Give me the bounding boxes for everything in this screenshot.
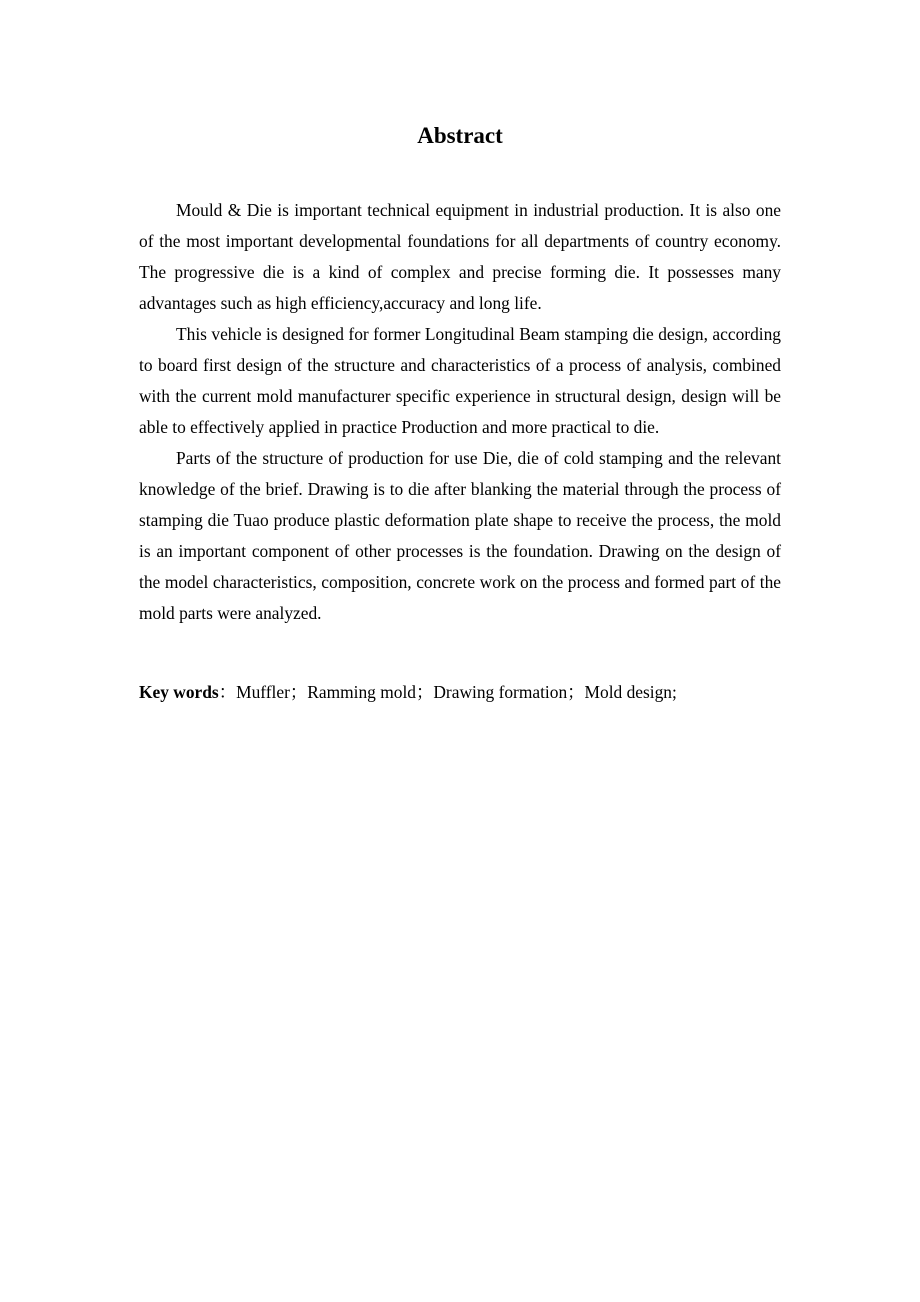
abstract-paragraph-3: Parts of the structure of production for use Die, die of cold stamping and the relevant knowledge of the brief. Drawing is to die after blanking the material through the process of stamping die Tuao produce plastic deformation plate shape to receive the process, the mold is an important component of other processes is the foundation. Drawing on the design of the model characteristics, composition, concrete work on the process and formed part of the mold parts were analyzed.: [139, 448, 781, 623]
keyword-item: Mold design;: [584, 682, 677, 702]
abstract-paragraph-1: Mould & Die is important technical equipment in industrial production. It is also one of the most important developmental foundations for all departments of country economy. The progressive die is a kind of complex and precise forming die. It possesses many advantages such as high efficiency,accuracy and long life.: [139, 200, 781, 313]
keywords-separator: ：: [218, 682, 237, 702]
keywords-line: [139, 677, 839, 707]
keywords-label: Key words: [139, 682, 219, 702]
abstract-body: [139, 195, 781, 629]
abstract-title: Abstract: [417, 123, 503, 148]
keyword-item: Drawing formation；: [433, 682, 585, 702]
keyword-item: Ramming mold；: [307, 682, 434, 702]
keyword-item: Muffler；: [236, 682, 308, 702]
abstract-paragraph-2: This vehicle is designed for former Longitudinal Beam stamping die design, according to board first design of the structure and characteristics of a process of analysis, combined with the current mold manufacturer specific experience in structural design, design will be able to effectively applied in practice Production and more practical to die.: [139, 324, 781, 437]
